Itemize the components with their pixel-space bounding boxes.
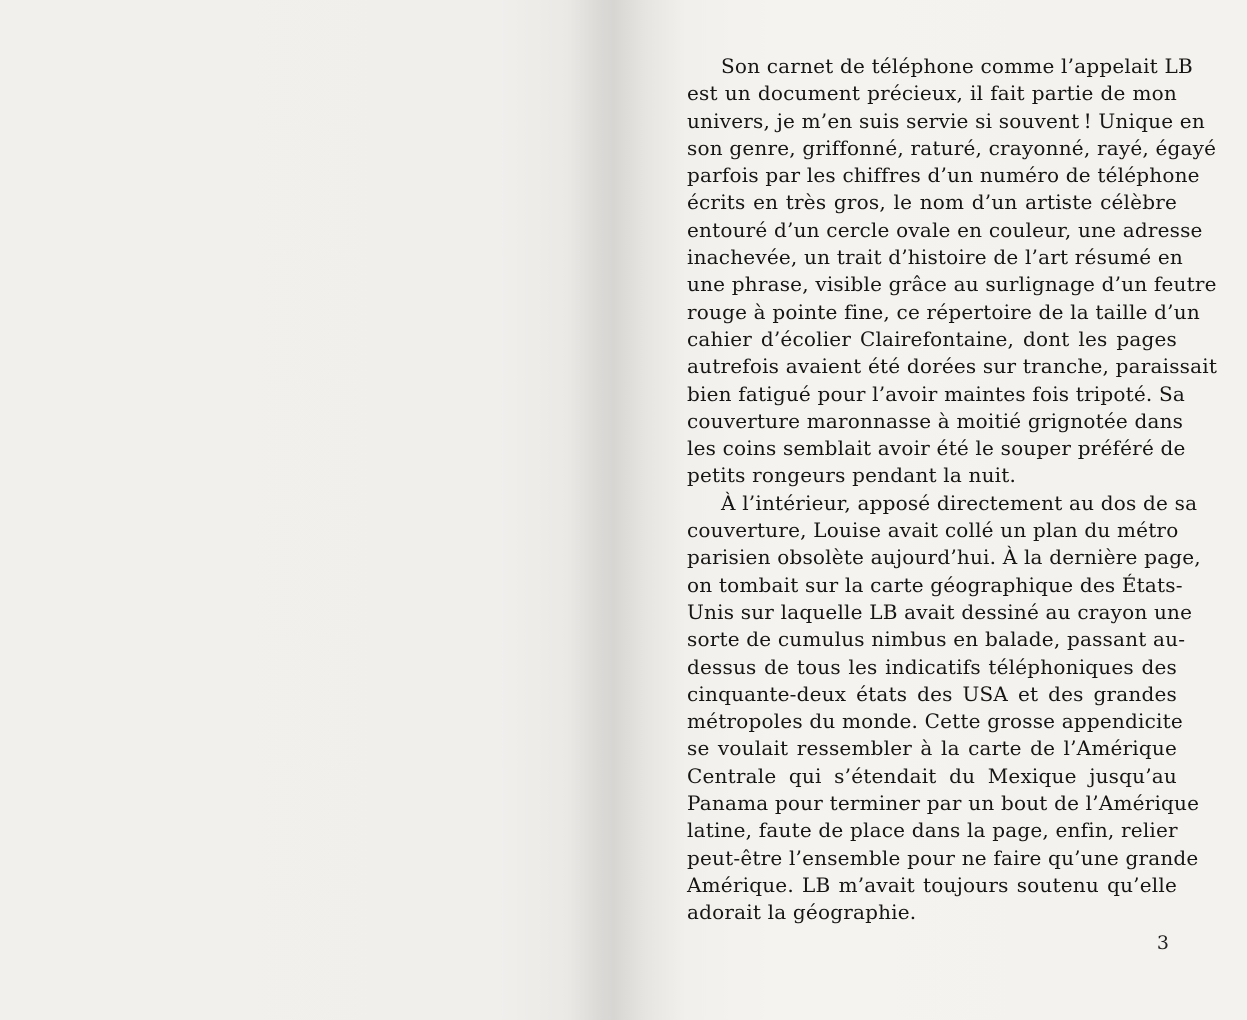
text-line: couverture, Louise avait collé un plan du métro: [687, 518, 1179, 543]
text-line: rouge à pointe fine, ce répertoire de la taille d’un: [687, 299, 1200, 324]
text-line: latine, faute de place dans la page, enfin, relier: [687, 818, 1178, 843]
text-line: entouré d’un cercle ovale en couleur, une adresse: [687, 217, 1203, 242]
page-number: 3: [1156, 932, 1169, 954]
text-line: À l’intérieur, apposé directement au dos de sa: [721, 490, 1198, 515]
text-line: couverture maronnasse à moitié grignotée dans: [687, 408, 1184, 433]
text-line: son genre, griffonné, raturé, crayonné, rayé, égayé: [687, 135, 1217, 160]
text-line: parfois par les chiffres d’un numéro de téléphone: [687, 163, 1200, 188]
text-line: Unis sur laquelle LB avait dessiné au crayon une: [687, 599, 1193, 624]
text-line: Panama pour terminer par un bout de l’Amérique: [687, 791, 1200, 816]
text-line: Centrale qui s’étendait du Mexique jusqu’au: [687, 763, 1177, 788]
text-line: peut-être l’ensemble pour ne faire qu’une grande: [687, 845, 1199, 870]
text-line: adorait la géographie.: [687, 900, 917, 925]
text-line: univers, je m’en suis servie si souvent ! Unique en: [687, 108, 1205, 133]
text-line: bien fatigué pour l’avoir maintes fois tripoté. Sa: [687, 381, 1186, 406]
text-line: dessus de tous les indicatifs téléphoniques des: [687, 654, 1177, 679]
text-line: les coins semblait avoir été le souper préféré de: [687, 436, 1186, 461]
text-line: petits rongeurs pendant la nuit.: [687, 463, 1017, 488]
text-line: parisien obsolète aujourd’hui. À la dernière page,: [687, 545, 1201, 570]
text-line: cinquante-deux états des USA et des grandes: [687, 681, 1177, 706]
text-line: métropoles du monde. Cette grosse appendicite: [687, 709, 1183, 734]
text-line: Son carnet de téléphone comme l’appelait LB: [721, 54, 1193, 78]
book-gutter-shadow: [560, 0, 680, 1020]
text-line: autrefois avaient été dorées sur tranche, paraissait: [687, 354, 1218, 379]
text-line: cahier d’écolier Clairefontaine, dont les pages: [687, 326, 1177, 351]
text-block: [687, 53, 1218, 927]
text-line: on tombait sur la carte géographique des États-: [687, 572, 1183, 597]
text-line: inachevée, un trait d’histoire de l’art résumé en: [687, 245, 1184, 270]
text-line: est un document précieux, il fait partie de mon: [687, 81, 1177, 106]
left-page: [0, 0, 560, 1020]
text-line: sorte de cumulus nimbus en balade, passant au-: [687, 627, 1186, 652]
text-line: se voulait ressembler à la carte de l’Amérique: [687, 736, 1177, 761]
text-line: Amérique. LB m’avait toujours soutenu qu’elle: [687, 872, 1177, 897]
text-line: écrits en très gros, le nom d’un artiste célèbre: [687, 190, 1177, 215]
text-line: une phrase, visible grâce au surlignage d’un feutre: [687, 272, 1217, 297]
